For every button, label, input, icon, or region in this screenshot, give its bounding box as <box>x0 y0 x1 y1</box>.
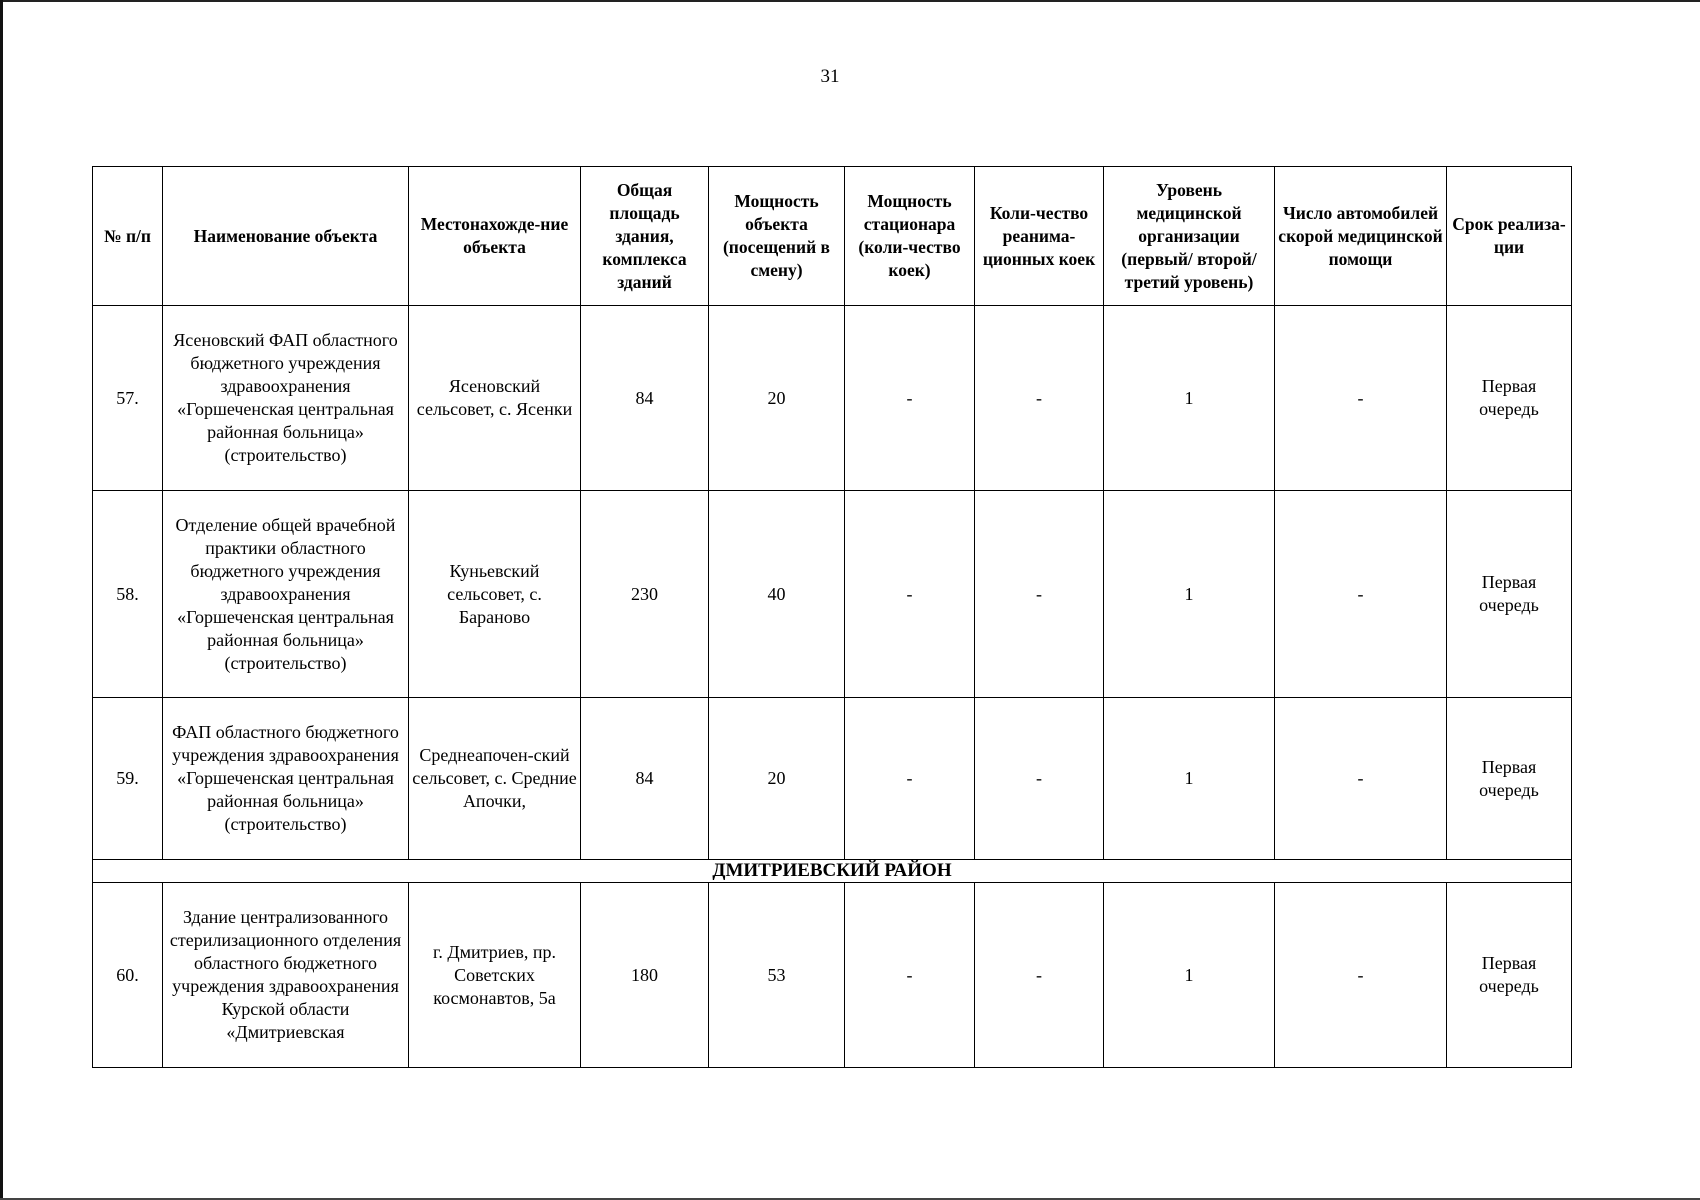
header-area: Общая площадь здания, комплекса зданий <box>581 167 709 306</box>
cell-num: 58. <box>93 491 163 698</box>
header-capacity: Мощность объекта (посещений в смену) <box>709 167 845 306</box>
cell-level: 1 <box>1104 306 1275 491</box>
scan-edge-top <box>0 0 1700 2</box>
scan-edge-left <box>0 0 3 1200</box>
cell-location: Ясеновский сельсовет, с. Ясенки <box>409 306 581 491</box>
cell-icu-beds: - <box>975 698 1104 860</box>
cell-icu-beds: - <box>975 883 1104 1068</box>
cell-level: 1 <box>1104 491 1275 698</box>
header-row <box>93 167 1572 306</box>
page-number: 31 <box>820 66 840 87</box>
cell-num: 57. <box>93 306 163 491</box>
objects-table <box>92 166 1572 1068</box>
table-body <box>93 306 1572 1068</box>
cell-capacity: 53 <box>709 883 845 1068</box>
cell-icu-beds: - <box>975 306 1104 491</box>
cell-beds: - <box>845 491 975 698</box>
header-name: Наименование объекта <box>163 167 409 306</box>
cell-location: Среднеапочен-ский сельсовет, с. Средние Апочки, <box>409 698 581 860</box>
cell-area: 180 <box>581 883 709 1068</box>
header-location: Местонахожде-ние объекта <box>409 167 581 306</box>
cell-area: 84 <box>581 698 709 860</box>
cell-level: 1 <box>1104 698 1275 860</box>
cell-name: ФАП областного бюджетного учреждения здравоохранения «Горшеченская центральная районная больница» (строительство) <box>163 698 409 860</box>
cell-level: 1 <box>1104 883 1275 1068</box>
cell-ambulances: - <box>1275 491 1447 698</box>
cell-term: Первая очередь <box>1447 698 1572 860</box>
cell-icu-beds: - <box>975 491 1104 698</box>
cell-name: Здание централизованного стерилизационного отделения областного бюджетного учреждения здравоохранения Курской области «Дмитриевская <box>163 883 409 1068</box>
cell-num: 60. <box>93 883 163 1068</box>
table-row <box>93 491 1572 698</box>
cell-location: Куньевский сельсовет, с. Бараново <box>409 491 581 698</box>
header-ambulances: Число автомобилей скорой медицинской помощи <box>1275 167 1447 306</box>
cell-term: Первая очередь <box>1447 883 1572 1068</box>
district-row <box>93 860 1572 883</box>
header-num: № п/п <box>93 167 163 306</box>
header-beds: Мощность стационара (коли-чество коек) <box>845 167 975 306</box>
header-level: Уровень медицинской организации (первый/ второй/ третий уровень) <box>1104 167 1275 306</box>
table-row <box>93 306 1572 491</box>
district-heading: ДМИТРИЕВСКИЙ РАЙОН <box>93 860 1572 883</box>
cell-term: Первая очередь <box>1447 491 1572 698</box>
cell-beds: - <box>845 698 975 860</box>
cell-beds: - <box>845 883 975 1068</box>
cell-location: г. Дмитриев, пр. Советских космонавтов, 5а <box>409 883 581 1068</box>
cell-capacity: 20 <box>709 698 845 860</box>
cell-num: 59. <box>93 698 163 860</box>
cell-name: Отделение общей врачебной практики областного бюджетного учреждения здравоохранения «Горшеченская центральная районная больница» (строительство) <box>163 491 409 698</box>
cell-name: Ясеновский ФАП областного бюджетного учреждения здравоохранения «Горшеченская центральная районная больница» (строительство) <box>163 306 409 491</box>
cell-capacity: 20 <box>709 306 845 491</box>
table-row <box>93 698 1572 860</box>
table-header <box>93 167 1572 306</box>
cell-ambulances: - <box>1275 883 1447 1068</box>
cell-ambulances: - <box>1275 698 1447 860</box>
header-term: Срок реализа-ции <box>1447 167 1572 306</box>
cell-beds: - <box>845 306 975 491</box>
cell-area: 230 <box>581 491 709 698</box>
table-row <box>93 883 1572 1068</box>
cell-ambulances: - <box>1275 306 1447 491</box>
cell-term: Первая очередь <box>1447 306 1572 491</box>
cell-capacity: 40 <box>709 491 845 698</box>
header-icu-beds: Коли-чество реанима-ционных коек <box>975 167 1104 306</box>
cell-area: 84 <box>581 306 709 491</box>
